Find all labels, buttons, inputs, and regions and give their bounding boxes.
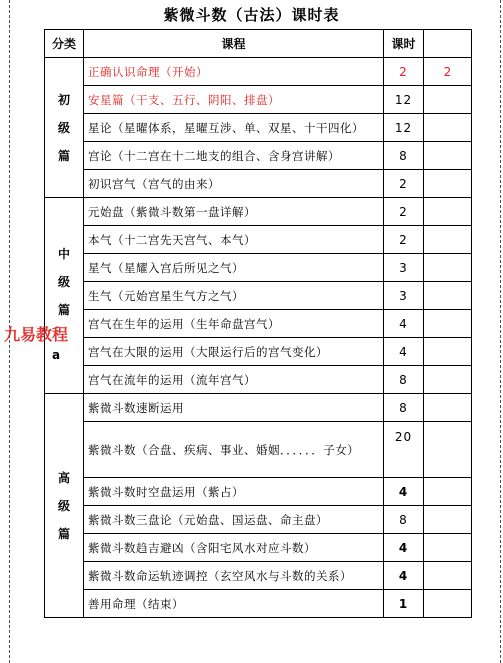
header-course: 课程 xyxy=(84,30,384,58)
table-row xyxy=(45,254,472,282)
course-hours: 1 xyxy=(384,590,424,618)
course-hours: 12 xyxy=(384,114,424,142)
course-name: 紫微斗数趋吉避凶（含阳宅风水对应斗数） xyxy=(84,534,384,562)
course-name: 星论（星曜体系，星曜互涉、单、双星、十干四化） xyxy=(84,114,384,142)
course-name: 紫微斗数三盘论（元始盘、国运盘、命主盘） xyxy=(84,506,384,534)
course-name: 初识宫气（宫气的由来） xyxy=(84,170,384,198)
course-hours: 2 xyxy=(384,58,424,86)
table-row xyxy=(45,198,472,226)
course-name: 安星篇（干支、五行、阴阳、排盘） xyxy=(84,86,384,114)
table-row xyxy=(45,366,472,394)
course-hours: 2 xyxy=(384,170,424,198)
course-hours: 12 xyxy=(384,86,424,114)
course-name: 紫微斗数速断运用 xyxy=(84,394,384,422)
table-row xyxy=(45,114,472,142)
header-extra xyxy=(424,30,472,58)
table-row xyxy=(45,142,472,170)
table-row xyxy=(45,506,472,534)
stray-mark: a xyxy=(52,348,61,362)
course-hours: 8 xyxy=(384,366,424,394)
course-name: 紫微斗数命运轨迹调控（玄空风水与斗数的关系） xyxy=(84,562,384,590)
course-hours: 8 xyxy=(384,142,424,170)
course-name: 宫气在大限的运用（大限运行后的宫气变化） xyxy=(84,338,384,366)
course-hours: 4 xyxy=(384,562,424,590)
table-header-row xyxy=(45,30,472,58)
table-row xyxy=(45,310,472,338)
table-row xyxy=(45,394,472,422)
course-hours: 2 xyxy=(384,226,424,254)
course-name: 善用命理（结束） xyxy=(84,590,384,618)
course-hours: 20 xyxy=(384,422,424,478)
course-name: 宫气在生年的运用（生年命盘宫气） xyxy=(84,310,384,338)
table-row xyxy=(45,86,472,114)
table-row xyxy=(45,422,472,478)
course-name: 宫论（十二宫在十二地支的组合、含身宫讲解） xyxy=(84,142,384,170)
course-hours: 4 xyxy=(384,478,424,506)
category-advanced: 高 级 篇 xyxy=(45,394,84,618)
course-hours: 3 xyxy=(384,254,424,282)
category-intermediate: 中 级 篇 xyxy=(45,198,84,394)
course-hours: 4 xyxy=(384,534,424,562)
table-row xyxy=(45,226,472,254)
table-row xyxy=(45,338,472,366)
course-hours: 4 xyxy=(384,310,424,338)
table-row xyxy=(45,534,472,562)
table-row xyxy=(45,478,472,506)
table-row xyxy=(45,562,472,590)
course-name: 紫微斗数时空盘运用（紫占） xyxy=(84,478,384,506)
page-border-right xyxy=(500,0,501,663)
course-name: 生气（元始宫星生气方之气） xyxy=(84,282,384,310)
watermark-logo: 九易教程 xyxy=(4,325,69,344)
course-name: 紫微斗数（合盘、疾病、事业、婚姻．．．．．．子女） xyxy=(84,422,384,478)
header-hours: 课时 xyxy=(384,30,424,58)
course-name: 宫气在流年的运用（流年宫气） xyxy=(84,366,384,394)
table-row xyxy=(45,58,472,86)
course-extra-hours: 2 xyxy=(424,58,472,86)
course-hours: 8 xyxy=(384,506,424,534)
category-beginner: 初 级 篇 xyxy=(45,58,84,198)
table-row xyxy=(45,170,472,198)
table-row xyxy=(45,282,472,310)
course-name: 本气（十二宫先天宫气、本气） xyxy=(84,226,384,254)
course-hours: 4 xyxy=(384,338,424,366)
course-name: 正确认识命理（开始） xyxy=(84,58,384,86)
course-hours: 8 xyxy=(384,394,424,422)
course-schedule-table xyxy=(44,29,472,618)
page-title: 紫微斗数（古法）课时表 xyxy=(163,6,340,24)
course-name: 星气（星耀入宫后所见之气） xyxy=(84,254,384,282)
table-row xyxy=(45,590,472,618)
course-name: 元始盘（紫微斗数第一盘详解） xyxy=(84,198,384,226)
header-category: 分类 xyxy=(45,30,84,58)
course-hours: 3 xyxy=(384,282,424,310)
course-hours: 2 xyxy=(384,198,424,226)
